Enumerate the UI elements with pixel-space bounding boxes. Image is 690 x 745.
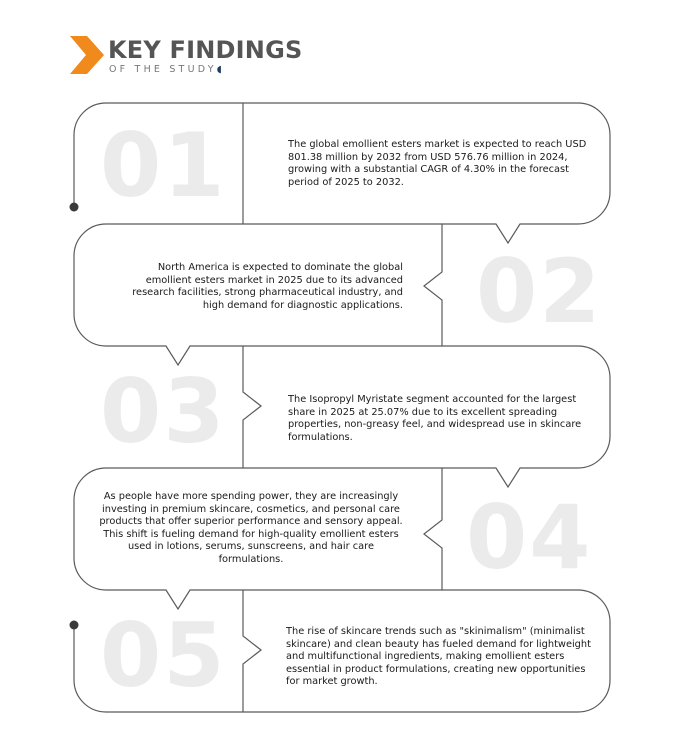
finding-text: The Isopropyl Myristate segment accounted for the largest share in 2025 at 25.07% due to its excellent spreading properties, non-greasy feel, and widespread use in skincare formulations. (288, 394, 582, 443)
crescent-icon: ◖ (216, 64, 222, 75)
finding-text: North America is expected to dominate the global emollient esters market in 2025 due to its advanced research facilities, strong pharmaceutical industry, and high demand for diagnostic applications. (132, 262, 403, 311)
finding-text: As people have more spending power, they are increasingly investing in premium skincare, cosmetics, and personal care products that offer superior performance and sensory appeal. This shift is fueling demand for high-quality emollient esters used in lotions, serums, sunscreens, and hair care formulations. (99, 491, 403, 565)
finding-number: 01 (100, 114, 227, 217)
finding-text: The global emollient esters market is expected to reach USD 801.38 million by 2032 from USD 576.76 million in 2024, growing with a substantial CAGR of 4.30% in the forecast period of 2025 to 2032. (288, 139, 587, 188)
page-subtitle-text: OF THE STUDY (109, 64, 217, 75)
page-title: KEY FINDINGS (108, 36, 303, 64)
finding-text: The rise of skincare trends such as "skinimalism" (minimalist skincare) and clean beauty has fueled demand for lightweight and multifunctional ingredients, making emollient esters essential in product formulations, creating new opportunities for market growth. (286, 626, 591, 688)
finding-number: 02 (476, 240, 603, 343)
timeline-dot-top (70, 203, 79, 212)
finding-number: 03 (100, 360, 227, 463)
finding-number: 05 (100, 604, 227, 707)
finding-number: 04 (466, 486, 593, 589)
timeline-dot-bottom (70, 621, 79, 630)
